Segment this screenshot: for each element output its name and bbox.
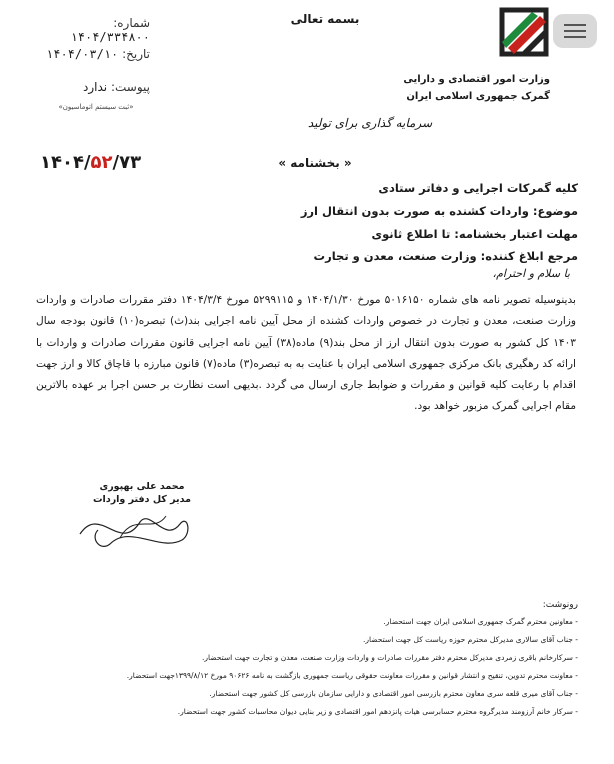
reference: مرجع ابلاغ کننده: وزارت صنعت، معدن و تجارت (313, 249, 578, 263)
org-ministry: وزارت امور اقتصادی و دارایی (403, 74, 550, 85)
greeting: با سلام و احترام، (492, 267, 570, 280)
letter-number: شماره: ۱۴۰۴/۳۳۴۸۰۰ (70, 16, 150, 44)
recipients: کلیه گمرکات اجرایی و دفاتر ستادی (378, 181, 578, 195)
validity: مهلت اعتبار بخشنامه: تا اطلاع ثانوی (371, 227, 578, 241)
menu-line (564, 36, 586, 38)
circular-number: ۱۴۰۴/۵۲/۷۳ (40, 152, 142, 173)
customs-logo-icon (496, 6, 552, 68)
motto: سرمایه گذاری برای تولید (307, 116, 433, 130)
menu-line (564, 24, 586, 26)
basmala: بسمه تعالی (290, 12, 360, 26)
body-paragraph: بدینوسیله تصویر نامه های شماره ۵۰۱۶۱۵۰ مورخ ۱۴۰۴/۱/۳۰ و ۵۲۹۹۱۱۵ مورخ ۱۴۰۴/۳/۴ دفتر مقررات صادرات و واردات وزارت صنعت، معدن و تجارت در خصوص واردات کشنده از محل آیین نامه اجرایی بند(ث) تبصره(۱۰) قانون بودجه سال ۱۴۰۳ کل کشور به صورت بدون انتقال ارز از محل بند(۹) ماده(۳۸) آیین نامه اجرایی قانون مقررات صادرات و واردات با ارائه کد رهگیری بانک مرکزی جمهوری اسلامی ایران با عنایت به به تبصره(۳) ماده(۷) قانون مبارزه با قاچاق کالا و ارز جهت اقدام با رعایت کلیه قوانین و مقررات و ضوابط جاری ارسال می گردد .بدیهی است نظارت بر حسن اجرا بر عهده بالاترین مقام اجرایی گمرک مزبور خواهد بود. (36, 294, 576, 413)
org-customs: گمرک جمهوری اسلامی ایران (406, 91, 550, 102)
subject: موضوع: واردات کشنده به صورت بدون انتقال ارز (300, 204, 578, 218)
circular-title: « بخشنامه » (278, 156, 352, 170)
signer-name: محمد علی بهپوری (99, 481, 185, 492)
signature-scribble-icon (70, 494, 200, 558)
cc-item: - سرکارخانم باقری زمردی مدیرکل محترم دفتر مقررات صادرات و واردات وزارت صنعت، معدن و تجارت جهت استحضار. (201, 653, 578, 662)
cc-item: - معاونین محترم گمرک جمهوری اسلامی ایران جهت استحضار. (383, 617, 578, 626)
cc-item: - جناب آقای سالاری مدیرکل محترم حوزه ریاست کل جهت استحضار. (363, 635, 578, 644)
cc-item: - جناب آقای میری قلعه سری معاون محترم بازرسی امور اقتصادی و دارایی سازمان بازرسی کل کشور جهت استحضار. (209, 689, 578, 698)
letter-attachment: پیوست: ندارد (83, 80, 150, 94)
cc-item: - سرکار خانم آرزومند مدیرگروه محترم حسابرسی هیات پانزدهم امور اقتصادی و زیر بنایی دیوان محاسبات کشور جهت استحضار. (177, 707, 578, 716)
menu-line (564, 30, 586, 32)
menu-button[interactable] (553, 14, 597, 48)
letter-date: تاریخ: ۱۴۰۴/۰۳/۱۰ (46, 47, 150, 61)
signer-title: مدیر کل دفتر واردات (93, 494, 191, 505)
cc-item: - معاونت محترم تدوین، تنقیح و انتشار قوانین و مقررات معاونت حقوقی ریاست جمهوری بازگشت به نامه ۹۰۶۲۶ مورخ ۱۳۹۹/۸/۱۲جهت استحضار. (126, 671, 578, 680)
system-note: «ثبت سیستم اتوماسیون» (58, 103, 134, 111)
cc-heading: رونوشت: (542, 600, 578, 610)
